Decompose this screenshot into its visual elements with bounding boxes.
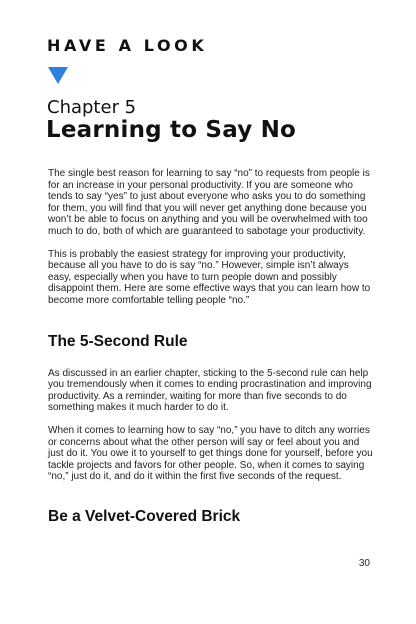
- body-paragraph: As discussed in an earlier chapter, sticking to the 5-second rule can help you tremendously when it comes to ending procrastination and improving productivity. As a reminder, waiting for more than five seconds to do something makes it much harder to do it.: [48, 367, 372, 414]
- section-heading: The 5-Second Rule: [48, 332, 188, 350]
- section-kicker: HAVE A LOOK: [47, 36, 208, 55]
- section-heading: Be a Velvet-Covered Brick: [48, 507, 241, 525]
- chapter-body: [48, 168, 374, 526]
- body-paragraph: The single best reason for learning to say “no” to requests from people is for an increase in your personal productivity. If you are someone who tends to say “yes” to just about everyone who asks you to do something for them, you will find that you will never get anything done because you won’t be able to focus on anything and you will be overwhelmed with too much to do, both of which are guaranteed to sabotage your productivity.: [48, 168, 370, 237]
- page-number: 30: [358, 558, 370, 569]
- down-triangle-icon: [48, 67, 68, 84]
- chapter-title: Learning to Say No: [46, 117, 297, 143]
- body-paragraph: This is probably the easiest strategy for improving your productivity, because all you have to do is say “no.” However, simple isn’t always easy, especially when you have to turn people down and possibly disappoint them. Here are some effective ways that you can learn how to become more comfortable telling people “no.”: [48, 248, 371, 306]
- body-paragraph: When it comes to learning how to say “no,” you have to ditch any worries or concerns about what the other person will say or feel about you and just do it. You owe it to yourself to get things done for yourself, before you tackle projects and favors for other people. So, when it comes to saying “no,” just do it, and do it within the first five seconds of the request.: [48, 424, 373, 483]
- chapter-label: Chapter 5: [47, 97, 137, 118]
